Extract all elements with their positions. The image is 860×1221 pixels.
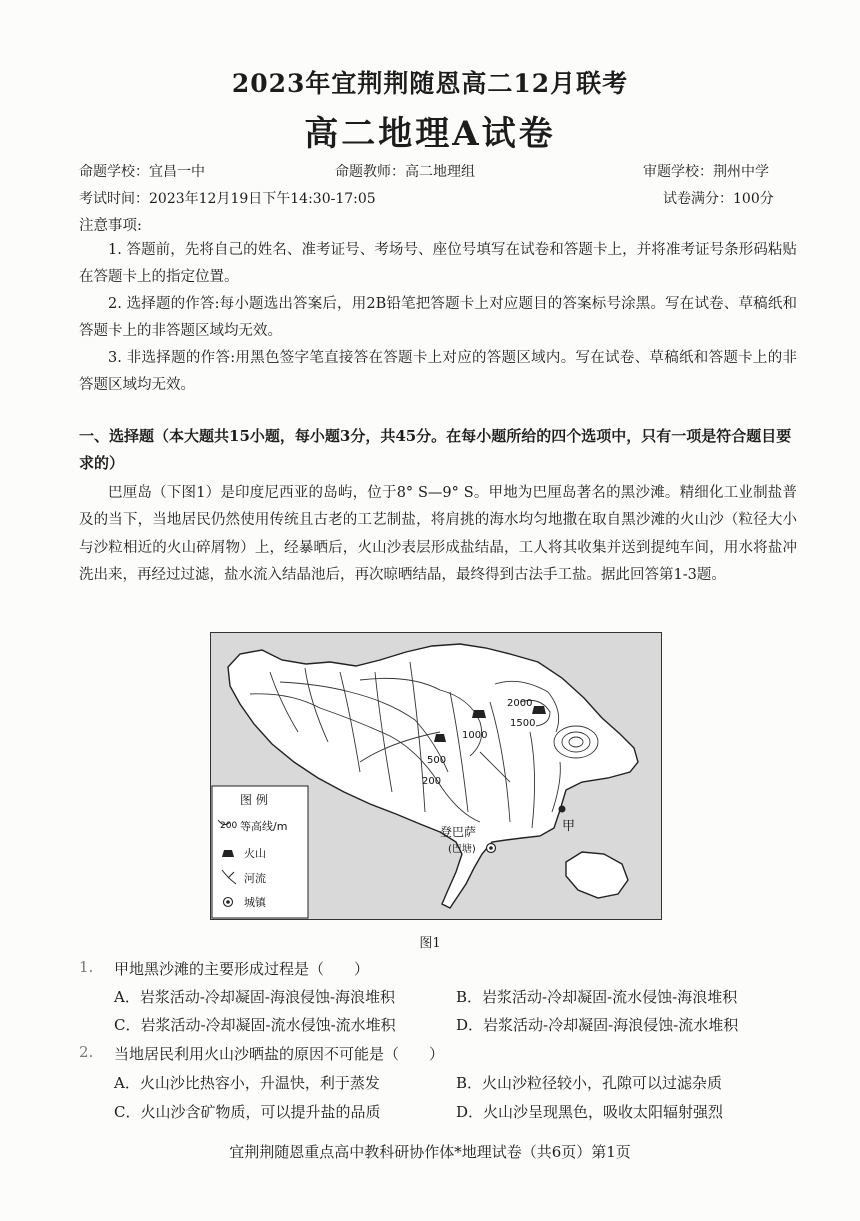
question-2-stem: 当地居民利用火山沙晒盐的原因不可能是（ ）: [114, 1045, 445, 1063]
notice-item-2: 2. 选择题的作答:每小题选出答案后，用2B铅笔把答题卡上对应题目的答案标号涂黑。写在试卷、草稿纸和答题卡上的非答题区域均无效。: [79, 296, 797, 340]
contour-label-2000: 2000: [507, 698, 533, 709]
city-alias-label: (巴塘): [448, 844, 476, 855]
question-1-option-b: B．岩浆活动-冷却凝固-流水侵蚀-海浪堆积: [456, 988, 738, 1006]
legend-contour-value: 200: [220, 821, 238, 831]
volcano-marker: [472, 710, 486, 718]
legend-volcano-label: 火山: [244, 847, 266, 860]
question-2-option-c: C．火山沙含矿物质，可以提升盐的品质: [114, 1103, 381, 1121]
city-name-label: 登巴萨: [440, 825, 477, 839]
place-jia-label: 甲: [562, 819, 576, 834]
legend-volcano-symbol: [222, 850, 234, 857]
meta-reviewer: 审题学校：荆州中学: [643, 164, 769, 180]
question-2-option-a: A．火山沙比热容小，升温快，利于蒸发: [114, 1074, 380, 1092]
notice-title: 注意事项:: [79, 218, 142, 234]
legend-contour-label: 等高线/m: [240, 820, 288, 833]
question-2-option-d: D．火山沙呈现黑色，吸收太阳辐射强烈: [456, 1103, 724, 1121]
volcano-marker: [434, 734, 446, 742]
section-title: 一、选择题（本大题共15小题，每小题3分，共45分。在每小题所给的四个选项中，只有一项是符合题目要求的）: [79, 427, 792, 472]
question-1-option-c: C．岩浆活动-冷却凝固-流水侵蚀-流水堆积: [114, 1016, 396, 1034]
legend-city-label: 城镇: [244, 896, 266, 909]
contour-label-1000: 1000: [462, 730, 488, 741]
volcano-marker: [532, 706, 546, 714]
intro-paragraph: 巴厘岛（下图1）是印度尼西亚的岛屿，位于8° S—9° S。甲地为巴厘岛著名的黑沙滩。精细化工业制盐普及的当下，当地居民仍然使用传统且古老的工艺制盐，将肩挑的海水均匀地撒在取自黑沙滩的火山沙（粒径大小与沙粒相近的火山碎屑物）上，经暴晒后，火山沙表层形成盐结晶，工人将其收集并送到提纯车间，用水将盐冲洗出来，再经过过滤，盐水流入结晶池后，再次晾晒结晶，最终得到古法手工盐。据此回答第1-3题。: [79, 485, 797, 583]
page-footer: 宜荆荆随恩重点高中教科研协作体*地理试卷（共6页）第1页: [229, 1143, 631, 1161]
exam-subtitle: 高二地理A试卷: [304, 114, 556, 154]
meta-school: 命题学校：宜昌一中: [79, 164, 205, 180]
notice-item-1: 1. 答题前，先将自己的姓名、准考证号、考场号、座位号填写在试卷和答题卡上，并将准考证号条形码粘贴在答题卡上的指定位置。: [79, 242, 797, 286]
place-jia-marker: [559, 806, 566, 813]
question-1-option-d: D．岩浆活动-冷却凝固-海浪侵蚀-流水堆积: [456, 1016, 739, 1034]
legend-city-inner: [226, 900, 230, 904]
notice-item-3: 3. 非选择题的作答:用黑色签字笔直接答在答题卡上对应的答题区域内。写在试卷、草稿纸和答题卡上的非答题区域均无效。: [79, 350, 797, 394]
contour-label-200: 200: [422, 776, 442, 787]
bali-map: [210, 632, 662, 920]
question-1-option-a: A．岩浆活动-冷却凝固-海浪侵蚀-海浪堆积: [114, 988, 396, 1006]
meta-time: 考试时间：2023年12月19日下午14:30-17:05: [79, 191, 376, 207]
meta-score: 试卷满分：100分: [663, 191, 774, 207]
question-2-option-b: B．火山沙粒径较小，孔隙可以过滤杂质: [456, 1074, 723, 1092]
legend-title: 图 例: [240, 793, 268, 807]
exam-title: 2023年宜荆荆随恩高二12月联考: [231, 69, 629, 98]
legend-river-label: 河流: [244, 872, 266, 885]
contour-label-500: 500: [427, 755, 447, 766]
meta-teacher: 命题教师：高二地理组: [335, 164, 475, 180]
city-marker-inner: [489, 846, 493, 850]
figure-caption: 图1: [419, 936, 441, 951]
question-1-stem: 甲地黑沙滩的主要形成过程是（ ）: [114, 960, 370, 978]
question-2-number: 2.: [79, 1043, 94, 1061]
contour-label-1500: 1500: [510, 718, 536, 729]
question-1-number: 1.: [79, 958, 94, 976]
